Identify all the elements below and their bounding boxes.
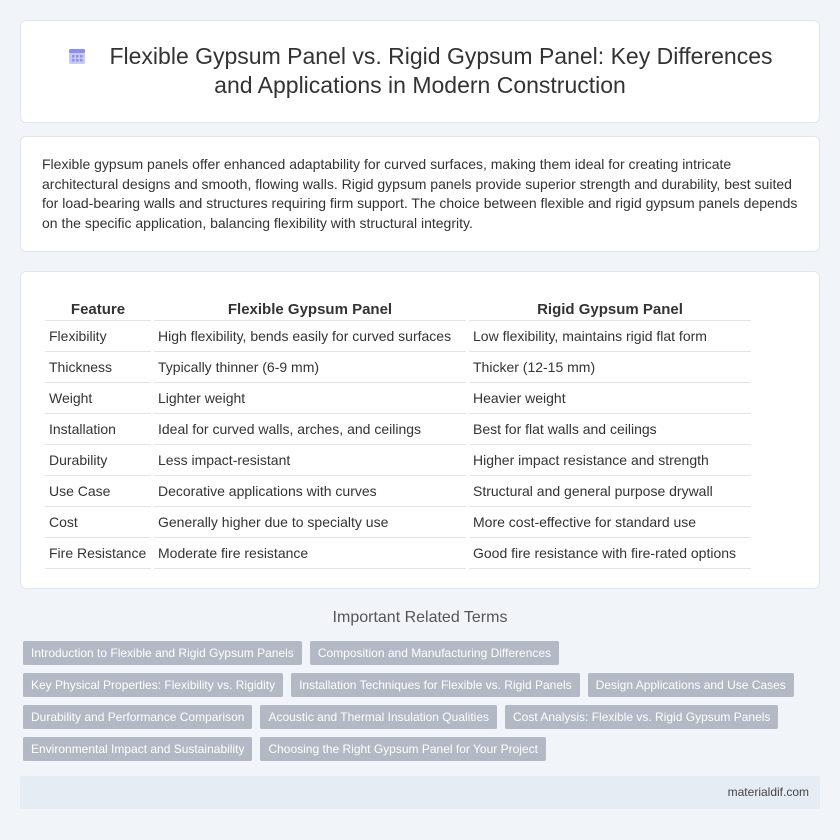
intro-paragraph: Flexible gypsum panels offer enhanced adaptability for curved surfaces, making them ideal for creating intricate architectural designs and smooth, flowing walls. Rigid gypsum panels provide superior strength and durability, best suited for load-bearing walls and structures requiring firm support. The choice between flexible and rigid gypsum panels depends on the specific application, balancing flexibility with structural integrity. <box>42 156 798 231</box>
related-term-tag[interactable]: Acoustic and Thermal Insulation Qualities <box>260 705 497 729</box>
header-feature: Feature <box>45 295 151 321</box>
related-term-tag[interactable]: Composition and Manufacturing Differences <box>310 641 559 665</box>
feature-cell: Thickness <box>45 352 151 383</box>
related-term-tag[interactable]: Introduction to Flexible and Rigid Gypsum Panels <box>23 641 302 665</box>
related-term-tag[interactable]: Cost Analysis: Flexible vs. Rigid Gypsum Panels <box>505 705 778 729</box>
tag-row <box>23 641 813 665</box>
related-term-tag[interactable]: Choosing the Right Gypsum Panel for Your Project <box>260 737 545 761</box>
table-row <box>45 538 751 569</box>
flexible-cell: Ideal for curved walls, arches, and ceilings <box>154 414 466 445</box>
rigid-cell: Good fire resistance with fire-rated options <box>469 538 751 569</box>
related-terms-list <box>23 641 813 769</box>
table-row <box>45 507 751 538</box>
feature-cell: Cost <box>45 507 151 538</box>
flexible-cell: Lighter weight <box>154 383 466 414</box>
tag-row <box>23 737 813 761</box>
tag-row <box>23 705 813 729</box>
rigid-cell: Structural and general purpose drywall <box>469 476 751 507</box>
page-title-wrap <box>21 42 819 100</box>
flexible-cell: High flexibility, bends easily for curved surfaces <box>154 321 466 352</box>
related-terms-heading: Important Related Terms <box>332 609 508 626</box>
page-title: Flexible Gypsum Panel vs. Rigid Gypsum Panel: Key Differences and Applications in Modern Construction <box>109 43 773 98</box>
tag-row <box>23 673 813 697</box>
related-term-tag[interactable]: Key Physical Properties: Flexibility vs. Rigidity <box>23 673 283 697</box>
table-row <box>45 476 751 507</box>
rigid-cell: Higher impact resistance and strength <box>469 445 751 476</box>
header-flexible: Flexible Gypsum Panel <box>154 295 466 321</box>
flexible-cell: Decorative applications with curves <box>154 476 466 507</box>
rigid-cell: Thicker (12-15 mm) <box>469 352 751 383</box>
feature-cell: Use Case <box>45 476 151 507</box>
footer-bar <box>20 776 820 809</box>
table-row <box>45 321 751 352</box>
related-term-tag[interactable]: Installation Techniques for Flexible vs. Rigid Panels <box>291 673 580 697</box>
related-term-tag[interactable]: Environmental Impact and Sustainability <box>23 737 252 761</box>
flexible-cell: Moderate fire resistance <box>154 538 466 569</box>
rigid-cell: Heavier weight <box>469 383 751 414</box>
flexible-cell: Less impact-resistant <box>154 445 466 476</box>
comparison-table <box>42 295 754 569</box>
related-term-tag[interactable]: Design Applications and Use Cases <box>588 673 794 697</box>
comparison-table-card <box>20 271 820 589</box>
intro-card <box>20 136 820 252</box>
flexible-cell: Typically thinner (6-9 mm) <box>154 352 466 383</box>
feature-cell: Flexibility <box>45 321 151 352</box>
calendar-icon <box>67 46 87 66</box>
feature-cell: Weight <box>45 383 151 414</box>
feature-cell: Fire Resistance <box>45 538 151 569</box>
rigid-cell: Best for flat walls and ceilings <box>469 414 751 445</box>
table-header-row <box>45 295 751 321</box>
table-row <box>45 352 751 383</box>
flexible-cell: Generally higher due to specialty use <box>154 507 466 538</box>
table-row <box>45 414 751 445</box>
table-row <box>45 445 751 476</box>
rigid-cell: Low flexibility, maintains rigid flat form <box>469 321 751 352</box>
header-rigid: Rigid Gypsum Panel <box>469 295 751 321</box>
feature-cell: Installation <box>45 414 151 445</box>
title-card <box>20 20 820 123</box>
rigid-cell: More cost-effective for standard use <box>469 507 751 538</box>
table-row <box>45 383 751 414</box>
related-term-tag[interactable]: Durability and Performance Comparison <box>23 705 252 729</box>
footer-site-link[interactable]: materialdif.com <box>727 785 809 799</box>
feature-cell: Durability <box>45 445 151 476</box>
